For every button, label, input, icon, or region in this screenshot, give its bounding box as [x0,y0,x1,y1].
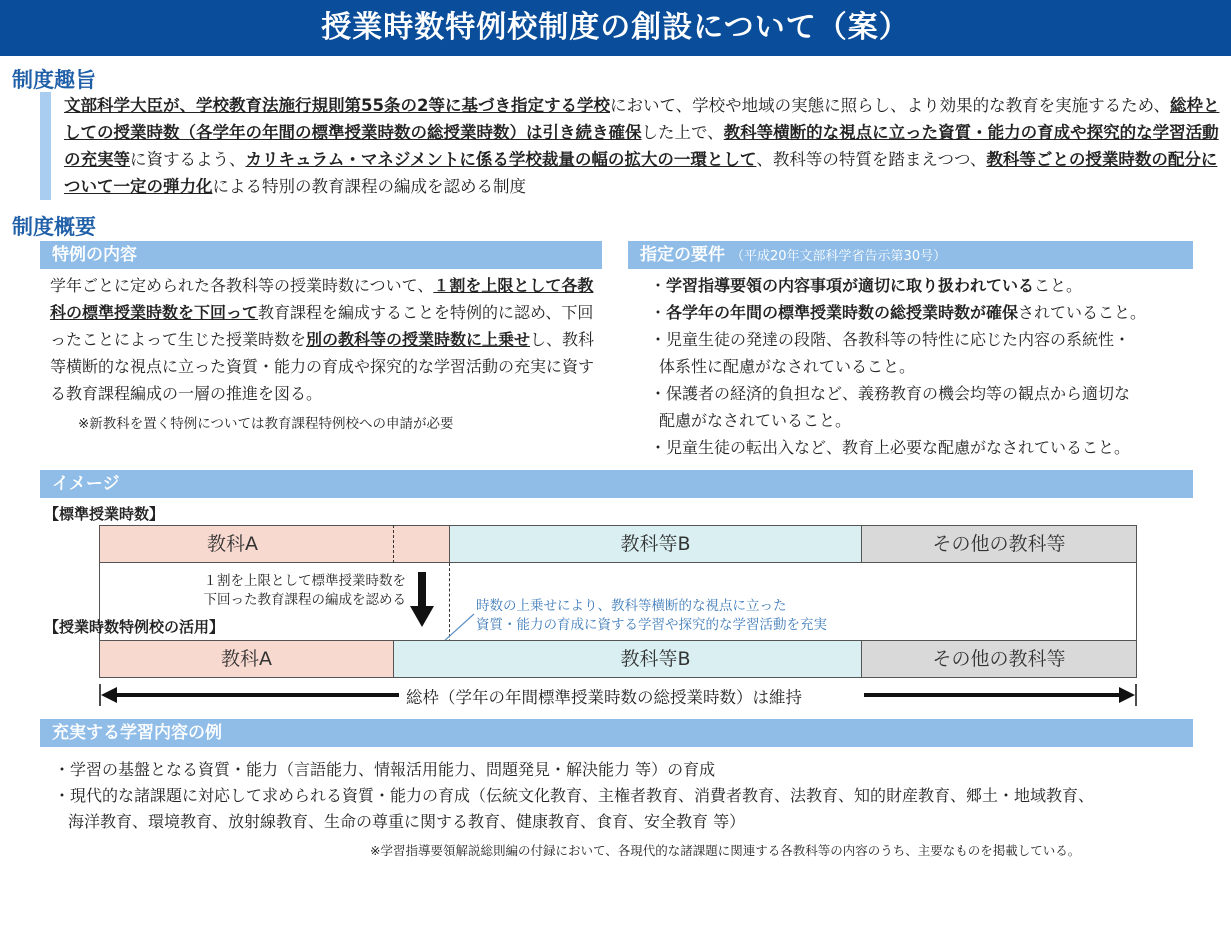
purpose-s10: による特別の教育課程の編成を認める制度 [212,177,526,196]
purpose-s8: 、教科等の特質を踏まえつつ、 [756,150,987,169]
special-t3: 教育課程を編成することを特例的に認め、下回ったことによって生じた授業時数を [50,303,594,349]
examples-section-label: 充実する学習内容の例 [52,723,222,743]
purpose-accent-bar [40,92,51,200]
special-note: ※新教科を置く特例については教育課程特例校への申請が必要 [78,416,454,432]
requirements-section-bar [628,241,1193,269]
arrow-caption-line2: 下回った教育課程の編成を認める [203,592,406,608]
addition-caption-line2: 資質・能力の育成に資する学習や探究的な学習活動を充実 [476,617,827,633]
requirement-text: 児童生徒の転出入など、教育上必要な配慮がなされていること。 [666,438,1131,457]
requirement-rest: されていること。 [1018,303,1147,322]
subject-b-special [393,640,862,678]
example-item: ・学習の基盤となる資質・能力（言語能力、情報活用能力、問題発見・解決能力 等）の育成 [54,760,716,779]
arrow-caption [150,572,406,610]
requirement-item [650,326,1210,353]
image-section-bar [40,470,1193,498]
requirement-bold: 各学年の年間の標準授業時数の総授業時数が確保 [666,303,1019,322]
special-text [50,272,600,407]
special-school-label: 【授業時数特例校の活用】 [44,618,225,636]
addition-caption-line1: 時数の上乗せにより、教科等横断的な視点に立った [476,598,787,614]
special-section-bar [40,241,602,269]
requirement-item-cont [650,407,1210,434]
purpose-heading: 制度趣旨 [12,68,96,92]
requirement-item [650,299,1210,326]
purpose-s3: 総枠としての授業時数（各学年の年間の標準授業時数の総授業時数）は引き続き確保 [64,96,1220,142]
purpose-s6: に資するよう、 [130,150,246,169]
requirement-item [650,380,1210,407]
subject-a-special: 教科A [99,640,394,678]
requirement-bold: 学習指導要領の内容事項が適切に取り扱われている [666,276,1035,295]
purpose-s5: 教科等横断的な視点に立った資質・能力の育成や探究的な学習活動の充実等 [64,123,1219,169]
requirement-text: 体系性に配慮がなされていること。 [659,357,916,376]
bullet: ・ [650,330,667,349]
purpose-text [64,92,1224,200]
purpose-s4: した上で、 [641,123,724,142]
requirement-item [650,272,1210,299]
example-item-cont: 海洋教育、環境教育、放射線教育、生命の尊重に関する教育、健康教育、食育、安全教育 等） [68,812,746,831]
bullet: ・ [650,438,667,457]
page-title: 授業時数特例校制度の創設について（案） [0,0,1231,56]
bullet: ・ [650,276,667,295]
subject-b-special-label: 教科等B [620,648,691,670]
example-item: ・現代的な諸課題に対応して求められる資質・能力の育成（伝統文化教育、主権者教育、消費者教育、法教育、知的財産教育、郷土・地域教育、 [54,786,1095,805]
subject-a-standard [99,525,450,563]
other-subjects-standard: その他の教科等 [861,525,1137,563]
overview-heading: 制度概要 [12,215,96,239]
examples-note: ※学習指導要領解説総則編の付録において、各現代的な諸課題に関連する各教科等の内容のうち、主要なものを掲載している。 [370,843,1081,858]
special-t4: 別の教科等の授業時数に上乗せ [306,330,531,349]
requirement-text: 児童生徒の発達の段階、各教科等の特性に応じた内容の系統性・ [666,330,1131,349]
requirement-item-cont [650,353,1210,380]
special-section-label: 特例の内容 [52,245,137,265]
image-section-label: イメージ [52,474,120,494]
other-subjects-special: その他の教科等 [861,640,1137,678]
arrow-caption-line1: １割を上限として標準授業時数を [203,573,406,589]
requirement-item [650,434,1210,461]
subject-a-standard-label: 教科A [207,533,258,555]
purpose-s1: 文部科学大臣が、学校教育法施行規則第55条の2等に基づき指定する学校 [64,96,610,115]
reduction-dash-line-top [393,525,394,563]
bullet: ・ [650,384,667,403]
special-t5: し、教科等横断的な視点に立った資質・能力の育成や探究的な学習活動の充実に資する教育課程編成の一層の推進を図る。 [50,330,595,403]
bullet: ・ [650,303,667,322]
requirement-text: 保護者の経済的負担など、義務教育の機会均等の観点から適切な [666,384,1131,403]
purpose-s7: カリキュラム・マネジメントに係る学校裁量の幅の拡大の一環として [245,150,757,169]
requirement-rest: こと。 [1034,276,1083,295]
requirement-text: 配慮がなされていること。 [659,411,852,430]
requirements-section-label: 指定の要件 [640,245,725,265]
special-t2: １割を上限として各教科の標準授業時数を下回って [50,276,594,322]
special-t1: 学年ごとに定められた各教科等の授業時数について、 [50,276,434,295]
subject-b-standard: 教科等B [449,525,862,563]
purpose-s2: において、学校や地域の実態に照らし、より効果的な教育を実施するため、 [609,96,1170,115]
examples-list [54,757,1224,835]
standard-hours-label: 【標準授業時数】 [44,505,165,523]
requirements-section-sub: （平成20年文部科学省告示第30号） [731,249,947,264]
total-frame-label: 総枠（学年の年間標準授業時数の総授業時数）は維持 [400,684,808,708]
requirements-list [650,272,1210,461]
addition-caption [476,597,827,635]
purpose-s9: 教科等ごとの授業時数の配分について一定の弾力化 [64,150,1218,196]
examples-section-bar [40,719,1193,747]
